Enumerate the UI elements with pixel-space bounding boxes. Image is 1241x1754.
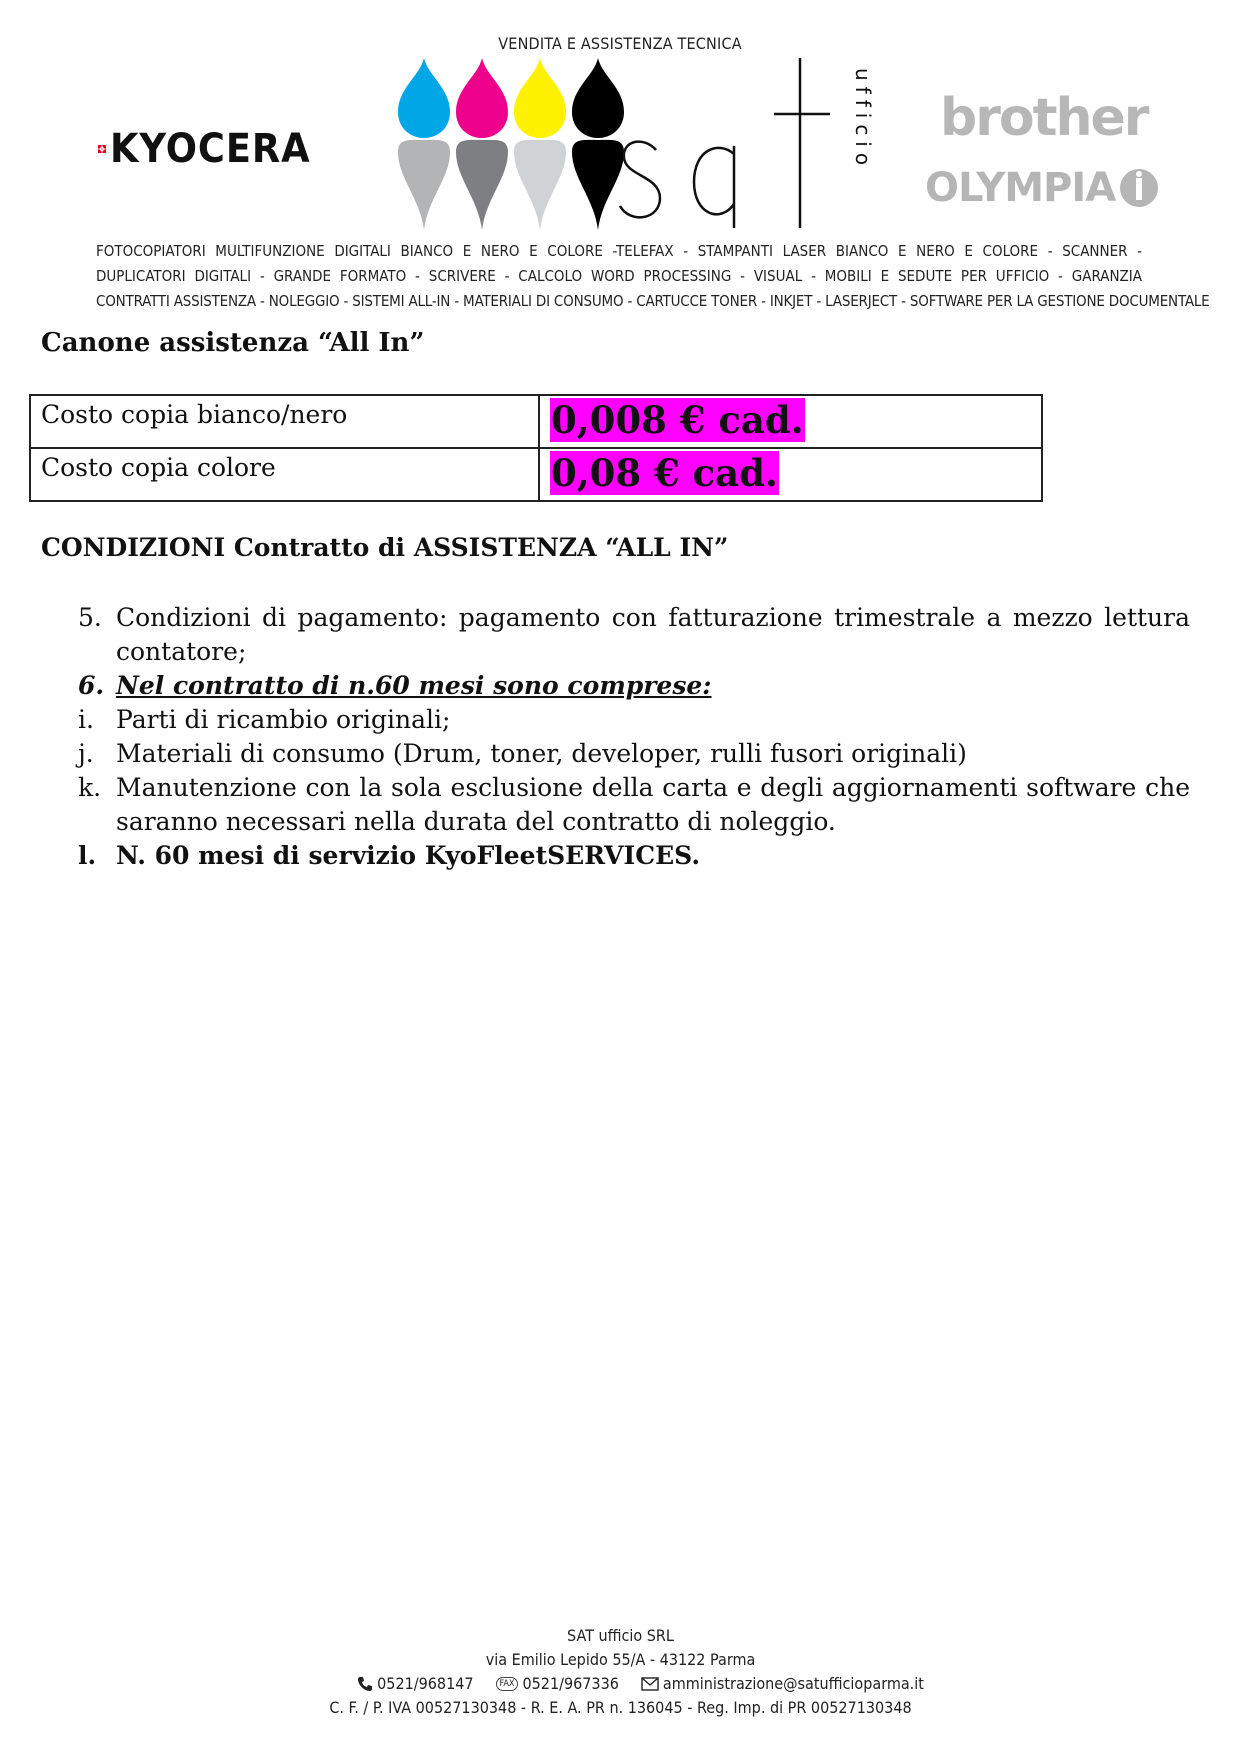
list-marker: k. xyxy=(78,773,102,802)
price-table xyxy=(29,394,1043,502)
conditions-list xyxy=(78,601,1190,873)
footer-phone xyxy=(357,1672,473,1696)
price-cell xyxy=(539,448,1042,501)
price-value: 0,008 € cad. xyxy=(551,398,804,442)
envelope-icon xyxy=(641,1677,659,1691)
table-row xyxy=(30,395,1042,448)
list-item xyxy=(78,601,1190,669)
fax-icon: FAX xyxy=(496,1677,519,1691)
sat-lettering xyxy=(620,58,830,228)
olympia-brand-name: OLYMPIA xyxy=(925,165,1116,211)
section-title: Canone assistenza “All In” xyxy=(41,328,425,358)
table-row xyxy=(30,448,1042,501)
list-text: N. 60 mesi di servizio KyoFleetSERVICES. xyxy=(116,841,701,870)
price-cell xyxy=(539,395,1042,448)
phone-icon xyxy=(357,1676,373,1692)
sat-ufficio-sub: ufficio xyxy=(851,68,875,172)
page-footer xyxy=(0,1624,1241,1720)
footer-contacts xyxy=(0,1672,1241,1696)
list-text: Materiali di consumo (Drum, toner, developer, rulli fusori originali) xyxy=(116,739,967,768)
conditions-title: CONDIZIONI Contratto di ASSISTENZA “ALL IN” xyxy=(41,533,729,562)
kyocera-logo xyxy=(98,124,328,174)
kyocera-mark-icon xyxy=(98,126,106,172)
sat-ufficio-logo xyxy=(398,58,878,238)
kyocera-brand-name: KYOCERA xyxy=(110,126,311,172)
footer-company: SAT ufficio SRL xyxy=(567,1626,674,1645)
list-item xyxy=(78,737,1190,771)
email-link[interactable]: amministrazione@satufficioparma.it xyxy=(662,1674,924,1693)
brother-logo: brother xyxy=(940,88,1148,148)
list-text: Condizioni di pagamento: pagamento con fatturazione trimestrale a mezzo lettura contatore; xyxy=(116,603,1190,666)
products-line: FOTOCOPIATORI MULTIFUNZIONE DIGITALI BIANCO E NERO E COLORE -TELEFAX - STAMPANTI LASER BIANCO E NERO E COLORE - SCANNER - xyxy=(96,242,1142,260)
footer-address: via Emilio Lepido 55/A - 43122 Parma xyxy=(485,1650,756,1669)
list-text: Manutenzione con la sola esclusione della carta e degli aggiornamenti software che saranno necessari nella durata del contratto di noleggio. xyxy=(116,773,1190,836)
phone-number: 0521/968147 xyxy=(377,1674,474,1693)
products-line: CONTRATTI ASSISTENZA - NOLEGGIO - SISTEMI ALL-IN - MATERIALI DI CONSUMO - CARTUCCE TONER - INKJET - LASERJECT - SOFTWARE PER LA GESTIONE DOCUMENTALE xyxy=(96,292,1210,310)
list-marker: 6. xyxy=(78,671,105,700)
list-item xyxy=(78,771,1190,839)
footer-fax xyxy=(496,1672,619,1696)
list-item xyxy=(78,839,1190,873)
products-line: DUPLICATORI DIGITALI - GRANDE FORMATO - SCRIVERE - CALCOLO WORD PROCESSING - VISUAL - MOBILI E SEDUTE PER UFFICIO - GARANZIA xyxy=(96,267,1142,285)
footer-registry: C. F. / P. IVA 00527130348 - R. E. A. PR n. 136045 - Reg. Imp. di PR 00527130348 xyxy=(329,1698,912,1717)
list-text: Parti di ricambio originali; xyxy=(116,705,451,734)
list-marker: 5. xyxy=(78,603,102,632)
footer-email[interactable] xyxy=(641,1672,924,1696)
price-label: Costo copia bianco/nero xyxy=(30,395,539,448)
price-label: Costo copia colore xyxy=(30,448,539,501)
list-marker: j. xyxy=(78,739,94,768)
sat-tagline: VENDITA E ASSISTENZA TECNICA xyxy=(498,34,742,53)
olympia-logo xyxy=(925,165,1159,211)
olympia-mark-icon xyxy=(1119,168,1159,208)
list-marker: l. xyxy=(78,841,97,870)
ink-drops-icon xyxy=(398,58,624,230)
list-marker: i. xyxy=(78,705,94,734)
fax-number: 0521/967336 xyxy=(522,1674,619,1693)
price-value: 0,08 € cad. xyxy=(551,451,778,495)
list-item xyxy=(78,703,1190,737)
list-text: Nel contratto di n.60 mesi sono comprese: xyxy=(116,671,712,700)
products-list xyxy=(96,239,1210,314)
list-item xyxy=(78,669,1190,703)
